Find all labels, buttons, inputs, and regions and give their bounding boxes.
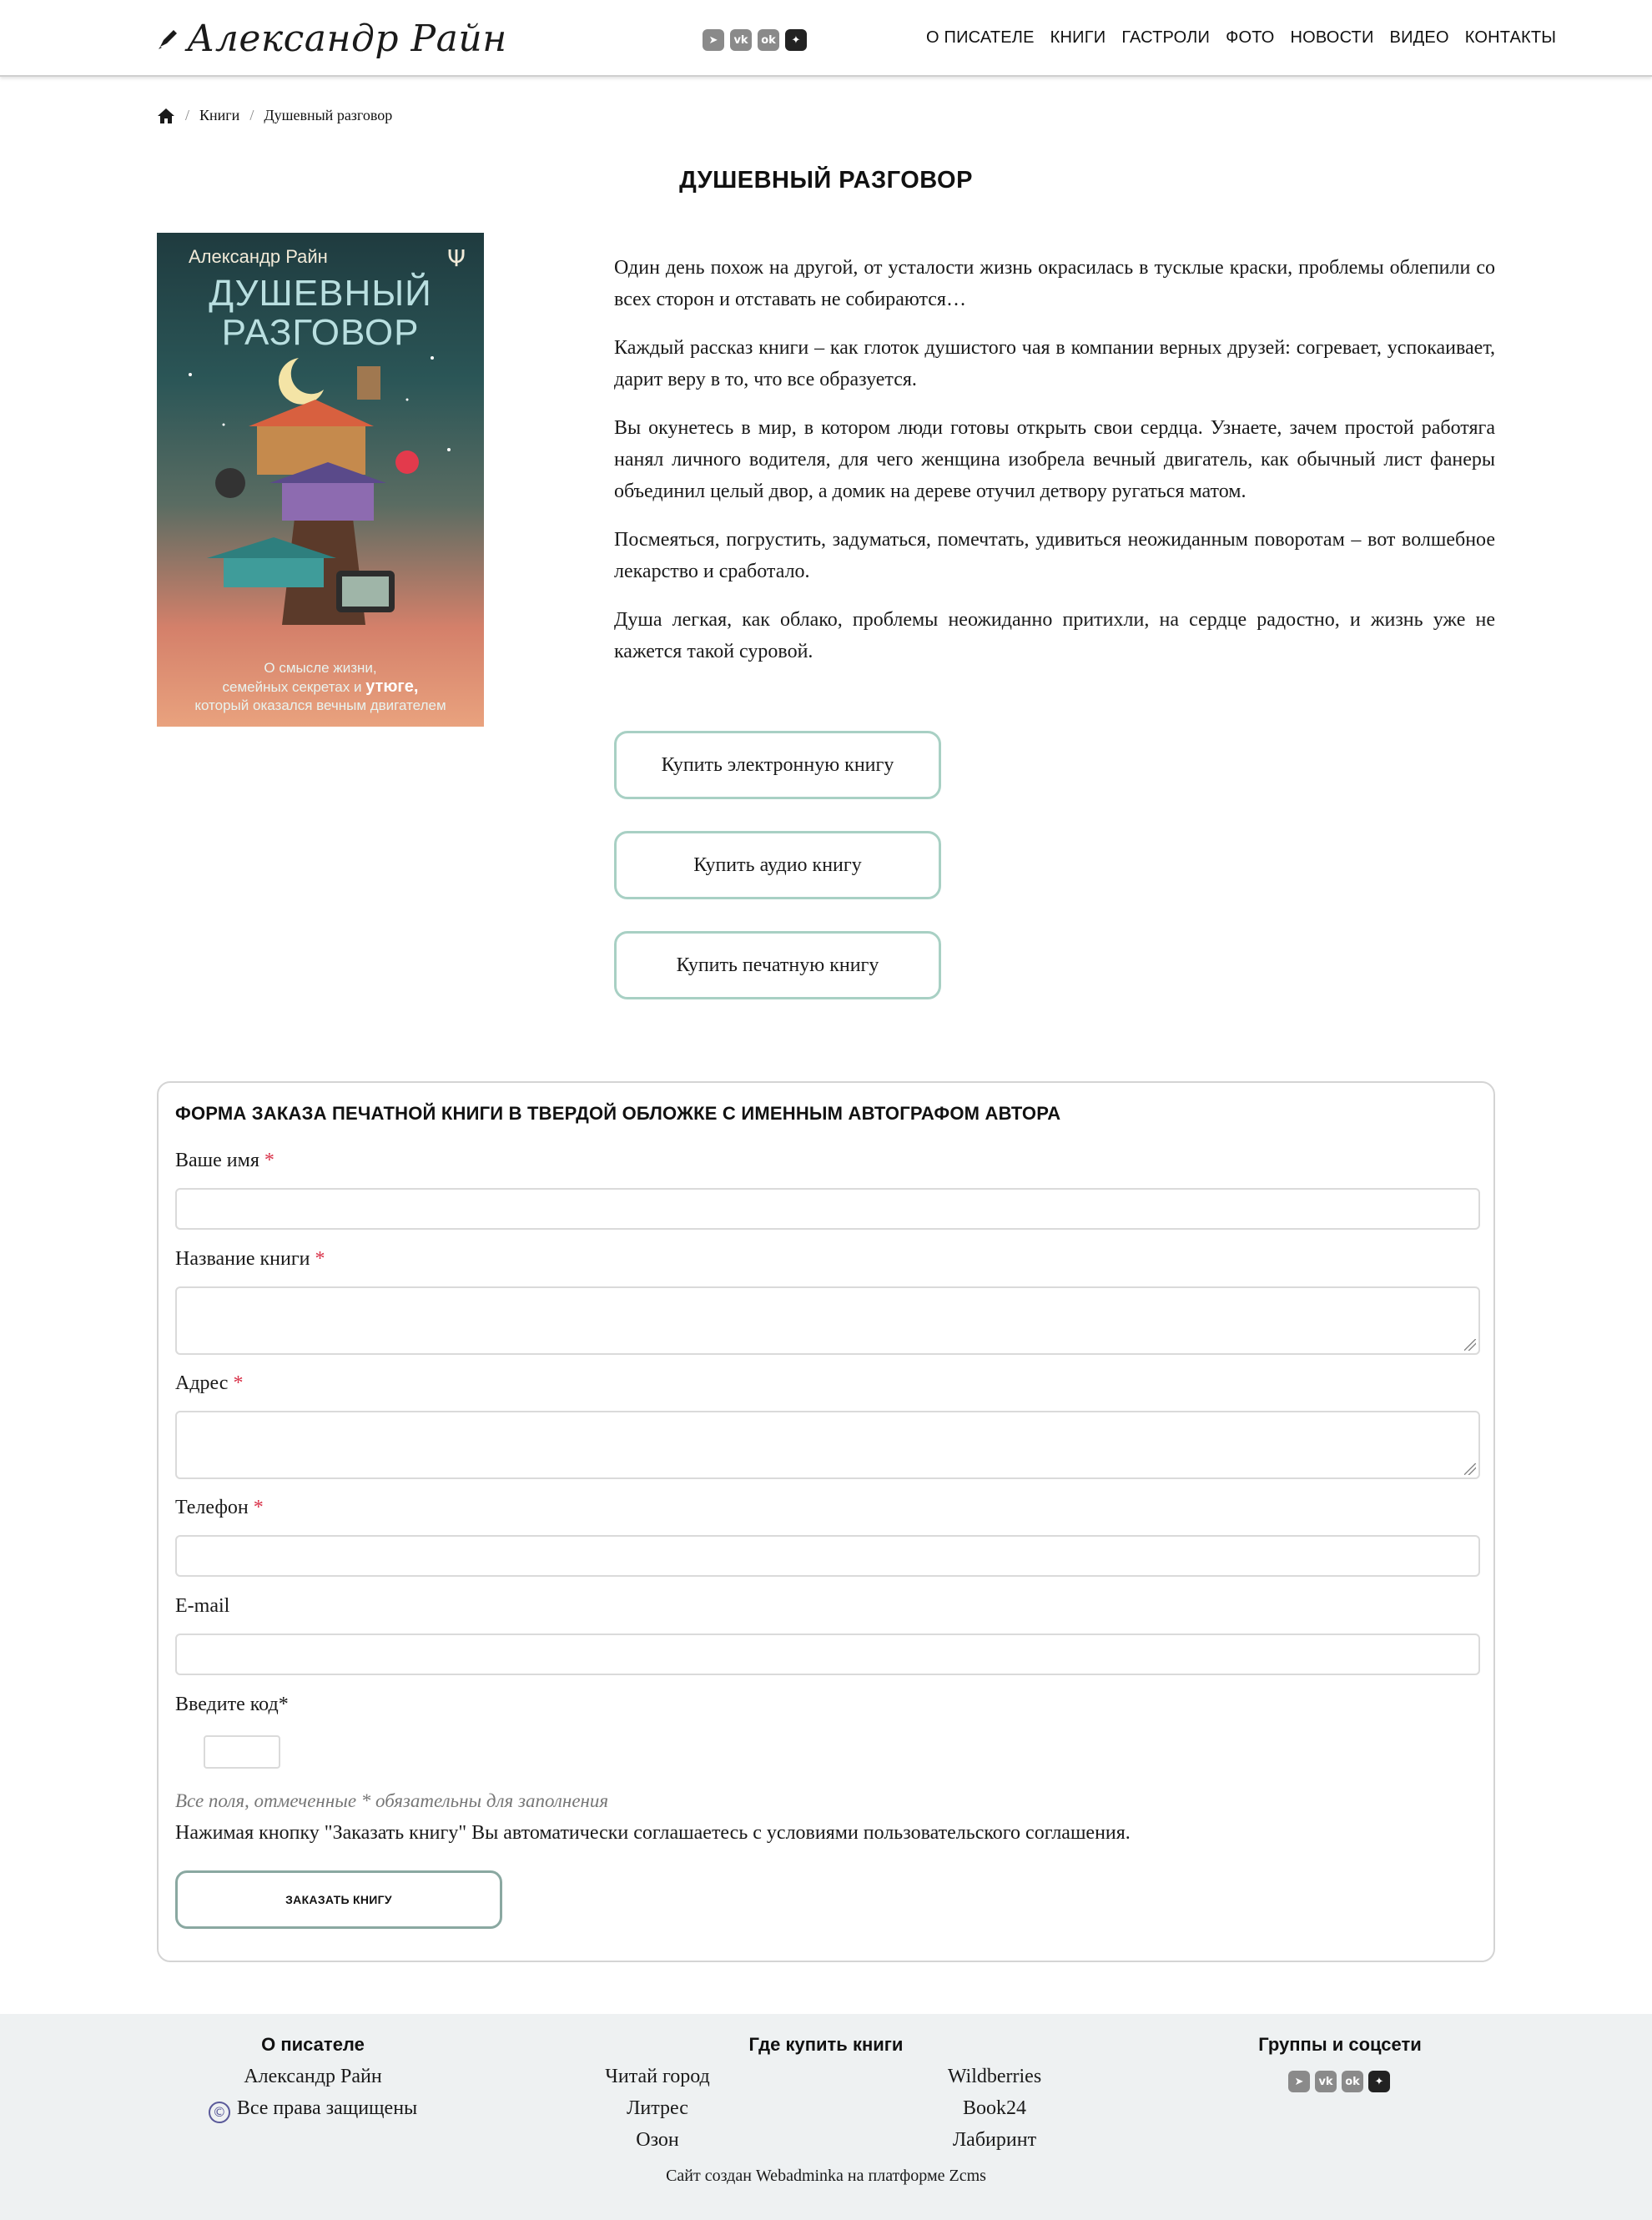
breadcrumb-separator: / — [249, 107, 254, 123]
odnoklassniki-icon[interactable]: ok — [758, 29, 779, 51]
footer-author-name[interactable]: Александр Райн — [244, 2066, 382, 2087]
cover-subtitle-line1: О смысле жизни, — [264, 660, 377, 676]
agreement-text: Нажимая кнопку "Заказать книгу" Вы автоматически соглашаетесь с условиями пользовательского соглашения. — [175, 1822, 1131, 1844]
captcha-input[interactable] — [204, 1735, 280, 1769]
telegram-icon[interactable]: ➤ — [1288, 2071, 1310, 2092]
required-mark: * — [233, 1372, 244, 1394]
name-label-text: Ваше имя — [175, 1150, 259, 1171]
nav-contacts[interactable]: КОНТАКТЫ — [1464, 28, 1557, 47]
cover-subtitle-line2b: утюге, — [365, 677, 419, 696]
main-nav — [926, 28, 1572, 48]
description-paragraph: Посмеяться, погрустить, задуматься, помечтать, удивиться неожиданным поворотам – вот волшебное лекарство и сработало. — [614, 529, 1495, 582]
cover-subtitle-line2a: семейных секретах и — [222, 679, 366, 695]
buy-print-book-button[interactable]: Купить печатную книгу — [614, 931, 941, 999]
store-link-litres[interactable]: Литрес — [627, 2097, 688, 2119]
vk-icon[interactable]: vk — [1315, 2071, 1337, 2092]
required-mark: * — [253, 1497, 264, 1518]
resize-handle-icon[interactable] — [1464, 1339, 1476, 1351]
nav-tours[interactable]: ГАСТРОЛИ — [1121, 28, 1211, 47]
description-paragraph: Один день похож на другой, от усталости жизнь окрасилась в тусклые краски, проблемы облепили со всех сторон и отставать не собираются… — [614, 257, 1495, 310]
book-cover — [157, 233, 484, 727]
buy-ebook-button[interactable]: Купить электронную книгу — [614, 731, 941, 799]
description-paragraph: Душа легкая, как облако, проблемы неожиданно притихли, на сердце радостно, и жизнь уже не кажется такой суровой. — [614, 609, 1495, 662]
address-textarea[interactable] — [175, 1411, 1480, 1479]
cover-subtitle-line3: который оказался вечным двигателем — [194, 697, 446, 713]
header-social-links — [703, 29, 807, 51]
dzen-icon[interactable]: ✦ — [785, 29, 807, 51]
required-mark: * — [264, 1150, 274, 1171]
cover-title-line1: ДУШЕВНЫЙ — [209, 273, 432, 314]
store-link-book24[interactable]: Book24 — [962, 2097, 1026, 2119]
breadcrumb-separator: / — [185, 107, 190, 123]
required-fields-note: Все поля, отмеченные * обязательны для заполнения — [175, 1790, 609, 1811]
name-input[interactable] — [175, 1188, 1480, 1230]
email-label: E-mail — [175, 1595, 230, 1617]
phone-label-text: Телефон — [175, 1497, 249, 1518]
book-description — [614, 252, 1495, 684]
footer-stores-heading: Где купить книги — [748, 2034, 904, 2055]
site-credit: Сайт создан Webadminka на платформе Zcms — [666, 2167, 986, 2185]
book-title-label — [175, 1248, 325, 1271]
address-label — [175, 1372, 243, 1395]
vk-icon[interactable]: vk — [730, 29, 752, 51]
description-paragraph: Каждый рассказ книги – как глоток душистого чая в компании верных друзей: согревает, успокаивает, дарит веру в то, что все образуется. — [614, 337, 1495, 390]
address-label-text: Адрес — [175, 1372, 229, 1394]
store-link-wildberries[interactable]: Wildberries — [947, 2066, 1042, 2087]
order-book-button[interactable]: ЗАКАЗАТЬ КНИГУ — [175, 1870, 502, 1929]
order-form — [157, 1081, 1495, 1962]
store-link-ozon[interactable]: Озон — [636, 2129, 679, 2151]
cover-title-line2: РАЗГОВОР — [221, 312, 420, 353]
description-paragraph: Вы окунетесь в мир, в котором люди готовы открыть свои сердца. Узнаете, зачем простой работяга нанял личного водителя, для чего женщина изобрела вечный двигатель, как обычный лист фанеры объединил целый двор, а домик на дереве отучил детвору ругаться матом. — [614, 417, 1495, 502]
logo-text: Александр Райн — [187, 17, 507, 60]
odnoklassniki-icon[interactable]: ok — [1342, 2071, 1363, 2092]
captcha-label: Введите код* — [175, 1694, 289, 1715]
cover-author: Александр Райн — [189, 246, 328, 267]
store-link-chitai-gorod[interactable]: Читай город — [605, 2066, 710, 2087]
buy-audiobook-button[interactable]: Купить аудио книгу — [614, 831, 941, 899]
site-logo[interactable] — [157, 15, 507, 62]
home-icon[interactable] — [157, 108, 175, 124]
breadcrumb — [157, 107, 392, 124]
cover-publisher-mark: Ψ — [446, 244, 466, 272]
resize-handle-icon[interactable] — [1464, 1463, 1476, 1475]
book-title-label-text: Название книги — [175, 1248, 310, 1270]
breadcrumb-books[interactable]: Книги — [199, 107, 240, 123]
pen-icon — [157, 27, 180, 50]
footer-about-heading: О писателе — [261, 2034, 365, 2055]
nav-about[interactable]: О ПИСАТЕЛЕ — [926, 28, 1035, 47]
copyright-icon: © — [209, 2102, 230, 2123]
nav-photo[interactable]: ФОТО — [1226, 28, 1275, 47]
dzen-icon[interactable]: ✦ — [1368, 2071, 1390, 2092]
nav-video[interactable]: ВИДЕО — [1389, 28, 1449, 47]
email-input[interactable] — [175, 1634, 1480, 1675]
cover-subtitle — [157, 659, 484, 715]
required-mark: * — [315, 1248, 325, 1270]
form-title: ФОРМА ЗАКАЗА ПЕЧАТНОЙ КНИГИ В ТВЕРДОЙ ОБЛОЖКЕ С ИМЕННЫМ АВТОГРАФОМ АВТОРА — [175, 1103, 1061, 1124]
footer-social-links — [1288, 2071, 1390, 2092]
page-title: ДУШЕВНЫЙ РАЗГОВОР — [679, 167, 973, 194]
footer-social-heading: Группы и соцсети — [1258, 2034, 1422, 2055]
footer-rights-text: Все права защищены — [236, 2097, 418, 2119]
footer-rights — [167, 2097, 459, 2123]
nav-news[interactable]: НОВОСТИ — [1290, 28, 1374, 47]
phone-label — [175, 1497, 264, 1519]
site-header — [0, 0, 1652, 77]
telegram-icon[interactable]: ➤ — [703, 29, 724, 51]
store-link-labirint[interactable]: Лабиринт — [952, 2129, 1037, 2151]
nav-books[interactable]: КНИГИ — [1050, 28, 1106, 47]
phone-input[interactable] — [175, 1535, 1480, 1577]
name-label — [175, 1150, 274, 1172]
book-title-textarea[interactable] — [175, 1286, 1480, 1355]
breadcrumb-current: Душевный разговор — [264, 107, 393, 123]
cover-subtitle-line2 — [157, 677, 484, 697]
